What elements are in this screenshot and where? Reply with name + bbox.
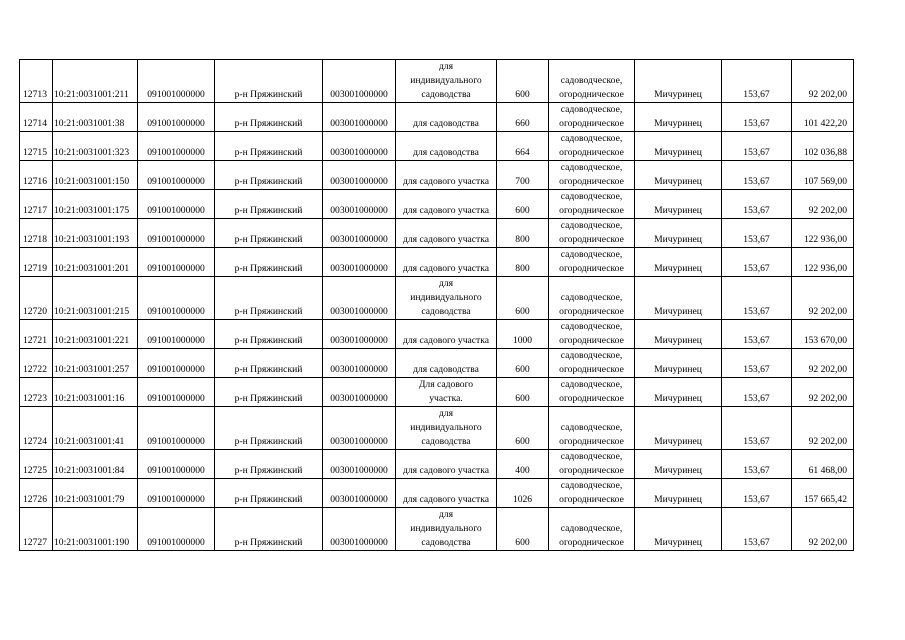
permitted-use-line: садоводства xyxy=(421,537,471,548)
permitted-use-cell xyxy=(396,190,497,219)
cadastral-value-cell: 92 202,00 xyxy=(792,349,854,378)
land-category-line: огородническое xyxy=(559,537,624,548)
row-number-cell: 12722 xyxy=(20,349,53,378)
cadastral-number-cell: 10:21:0031001:84 xyxy=(53,450,138,479)
district-cell: р-н Пряжинский xyxy=(215,450,323,479)
land-category-cell xyxy=(549,248,635,277)
land-category-cell xyxy=(549,219,635,248)
location-code-cell: 003001000000 xyxy=(323,60,396,103)
organization-cell: Мичуринец xyxy=(635,320,722,349)
permitted-use-cell xyxy=(396,248,497,277)
row-number-cell: 12713 xyxy=(20,60,53,103)
organization-cell: Мичуринец xyxy=(635,161,722,190)
table-row xyxy=(20,190,854,219)
area-cell: 1000 xyxy=(497,320,549,349)
land-category-line: садоводческое, xyxy=(560,75,623,86)
area-cell: 600 xyxy=(497,407,549,450)
land-category-line: садоводческое, xyxy=(560,350,623,361)
permitted-use-line: для садового участка xyxy=(402,176,490,187)
land-category-line: огородническое xyxy=(559,176,624,187)
land-category-cell xyxy=(549,161,635,190)
location-code-cell: 003001000000 xyxy=(323,190,396,219)
row-number-cell: 12718 xyxy=(20,219,53,248)
land-category-line: садоводческое, xyxy=(560,321,623,332)
okato-code-cell: 091001000000 xyxy=(138,132,215,161)
organization-cell: Мичуринец xyxy=(635,508,722,551)
cadastral-number-cell: 10:21:0031001:16 xyxy=(53,378,138,407)
okato-code-cell: 091001000000 xyxy=(138,320,215,349)
permitted-use-cell xyxy=(396,349,497,378)
cadastral-value-cell: 92 202,00 xyxy=(792,190,854,219)
specific-value-cell: 153,67 xyxy=(722,132,792,161)
location-code-cell: 003001000000 xyxy=(323,508,396,551)
cadastral-number-cell: 10:21:0031001:41 xyxy=(53,407,138,450)
permitted-use-cell xyxy=(396,103,497,132)
permitted-use-line: для xyxy=(438,509,454,520)
location-code-cell: 003001000000 xyxy=(323,277,396,320)
permitted-use-line: садоводства xyxy=(421,89,471,100)
land-category-line: огородническое xyxy=(559,364,624,375)
specific-value-cell: 153,67 xyxy=(722,450,792,479)
district-cell: р-н Пряжинский xyxy=(215,103,323,132)
district-cell: р-н Пряжинский xyxy=(215,248,323,277)
district-cell: р-н Пряжинский xyxy=(215,161,323,190)
district-cell: р-н Пряжинский xyxy=(215,277,323,320)
district-cell: р-н Пряжинский xyxy=(215,320,323,349)
cadastral-number-cell: 10:21:0031001:211 xyxy=(53,60,138,103)
cadastral-value-cell: 92 202,00 xyxy=(792,60,854,103)
organization-cell: Мичуринец xyxy=(635,407,722,450)
cadastral-number-cell: 10:21:0031001:257 xyxy=(53,349,138,378)
cadastral-value-cell: 122 936,00 xyxy=(792,219,854,248)
land-category-cell xyxy=(549,450,635,479)
row-number-cell: 12721 xyxy=(20,320,53,349)
land-category-line: огородническое xyxy=(559,147,624,158)
cadastral-number-cell: 10:21:0031001:190 xyxy=(53,508,138,551)
location-code-cell: 003001000000 xyxy=(323,248,396,277)
permitted-use-cell xyxy=(396,450,497,479)
specific-value-cell: 153,67 xyxy=(722,219,792,248)
specific-value-cell: 153,67 xyxy=(722,103,792,132)
land-category-cell xyxy=(549,407,635,450)
organization-cell: Мичуринец xyxy=(635,60,722,103)
cadastral-value-cell: 107 569,00 xyxy=(792,161,854,190)
organization-cell: Мичуринец xyxy=(635,190,722,219)
row-number-cell: 12727 xyxy=(20,508,53,551)
permitted-use-line: для садового участка xyxy=(402,335,490,346)
land-category-line: садоводческое, xyxy=(560,451,623,462)
area-cell: 700 xyxy=(497,161,549,190)
row-number-cell: 12716 xyxy=(20,161,53,190)
district-cell: р-н Пряжинский xyxy=(215,190,323,219)
okato-code-cell: 091001000000 xyxy=(138,103,215,132)
cadastral-number-cell: 10:21:0031001:150 xyxy=(53,161,138,190)
land-category-line: садоводческое, xyxy=(560,480,623,491)
area-cell: 600 xyxy=(497,508,549,551)
permitted-use-line: для xyxy=(438,408,454,419)
land-category-line: огородническое xyxy=(559,89,624,100)
land-category-line: садоводческое, xyxy=(560,162,623,173)
area-cell: 600 xyxy=(497,378,549,407)
area-cell: 600 xyxy=(497,60,549,103)
land-category-line: огородническое xyxy=(559,306,624,317)
land-category-line: садоводческое, xyxy=(560,292,623,303)
district-cell: р-н Пряжинский xyxy=(215,479,323,508)
area-cell: 400 xyxy=(497,450,549,479)
specific-value-cell: 153,67 xyxy=(722,60,792,103)
land-category-cell xyxy=(549,378,635,407)
table-row xyxy=(20,248,854,277)
row-number-cell: 12714 xyxy=(20,103,53,132)
permitted-use-line: для садоводства xyxy=(413,364,479,375)
location-code-cell: 003001000000 xyxy=(323,378,396,407)
cadastral-value-cell: 92 202,00 xyxy=(792,277,854,320)
district-cell: р-н Пряжинский xyxy=(215,132,323,161)
okato-code-cell: 091001000000 xyxy=(138,161,215,190)
permitted-use-line: для садового участка xyxy=(402,263,490,274)
permitted-use-line: для садового участка xyxy=(402,234,490,245)
location-code-cell: 003001000000 xyxy=(323,479,396,508)
land-category-line: огородническое xyxy=(559,118,624,129)
table-row xyxy=(20,103,854,132)
land-category-cell xyxy=(549,103,635,132)
row-number-cell: 12725 xyxy=(20,450,53,479)
land-category-cell xyxy=(549,132,635,161)
okato-code-cell: 091001000000 xyxy=(138,407,215,450)
land-category-line: огородническое xyxy=(559,436,624,447)
land-category-cell xyxy=(549,190,635,219)
land-category-line: огородническое xyxy=(559,393,624,404)
row-number-cell: 12717 xyxy=(20,190,53,219)
location-code-cell: 003001000000 xyxy=(323,161,396,190)
permitted-use-cell xyxy=(396,320,497,349)
organization-cell: Мичуринец xyxy=(635,450,722,479)
organization-cell: Мичуринец xyxy=(635,479,722,508)
land-category-line: садоводческое, xyxy=(560,191,623,202)
land-category-line: садоводческое, xyxy=(560,133,623,144)
okato-code-cell: 091001000000 xyxy=(138,248,215,277)
okato-code-cell: 091001000000 xyxy=(138,378,215,407)
permitted-use-line: индивидуального xyxy=(410,523,482,534)
land-category-line: огородническое xyxy=(559,335,624,346)
land-category-cell xyxy=(549,508,635,551)
land-category-line: садоводческое, xyxy=(560,220,623,231)
district-cell: р-н Пряжинский xyxy=(215,508,323,551)
district-cell: р-н Пряжинский xyxy=(215,60,323,103)
table-row xyxy=(20,161,854,190)
cadastral-number-cell: 10:21:0031001:79 xyxy=(53,479,138,508)
cadastral-value-cell: 61 468,00 xyxy=(792,450,854,479)
cadastral-value-cell: 92 202,00 xyxy=(792,508,854,551)
land-category-line: огородническое xyxy=(559,465,624,476)
specific-value-cell: 153,67 xyxy=(722,161,792,190)
location-code-cell: 003001000000 xyxy=(323,103,396,132)
specific-value-cell: 153,67 xyxy=(722,508,792,551)
land-category-line: огородническое xyxy=(559,234,624,245)
row-number-cell: 12726 xyxy=(20,479,53,508)
area-cell: 600 xyxy=(497,349,549,378)
area-cell: 664 xyxy=(497,132,549,161)
permitted-use-cell xyxy=(396,407,497,450)
table-row xyxy=(20,450,854,479)
cadastral-value-cell: 92 202,00 xyxy=(792,407,854,450)
cadastral-number-cell: 10:21:0031001:38 xyxy=(53,103,138,132)
land-category-line: садоводческое, xyxy=(560,249,623,260)
permitted-use-line: для садоводства xyxy=(413,118,479,129)
land-category-line: огородническое xyxy=(559,263,624,274)
cadastral-number-cell: 10:21:0031001:193 xyxy=(53,219,138,248)
cadastral-number-cell: 10:21:0031001:221 xyxy=(53,320,138,349)
organization-cell: Мичуринец xyxy=(635,103,722,132)
table-row xyxy=(20,219,854,248)
specific-value-cell: 153,67 xyxy=(722,378,792,407)
permitted-use-cell xyxy=(396,508,497,551)
cadastral-value-cell: 157 665,42 xyxy=(792,479,854,508)
document-sheet xyxy=(19,59,854,551)
okato-code-cell: 091001000000 xyxy=(138,190,215,219)
location-code-cell: 003001000000 xyxy=(323,320,396,349)
cadastral-value-cell: 102 036,88 xyxy=(792,132,854,161)
location-code-cell: 003001000000 xyxy=(323,132,396,161)
specific-value-cell: 153,67 xyxy=(722,349,792,378)
permitted-use-cell xyxy=(396,479,497,508)
land-category-line: огородническое xyxy=(559,205,624,216)
area-cell: 660 xyxy=(497,103,549,132)
land-category-cell xyxy=(549,277,635,320)
land-category-line: садоводческое, xyxy=(560,422,623,433)
okato-code-cell: 091001000000 xyxy=(138,508,215,551)
cadastral-value-cell: 101 422,20 xyxy=(792,103,854,132)
organization-cell: Мичуринец xyxy=(635,219,722,248)
okato-code-cell: 091001000000 xyxy=(138,277,215,320)
organization-cell: Мичуринец xyxy=(635,132,722,161)
specific-value-cell: 153,67 xyxy=(722,277,792,320)
cadastral-value-cell: 122 936,00 xyxy=(792,248,854,277)
area-cell: 600 xyxy=(497,277,549,320)
row-number-cell: 12715 xyxy=(20,132,53,161)
permitted-use-line: участка. xyxy=(429,393,463,404)
row-number-cell: 12724 xyxy=(20,407,53,450)
cadastral-number-cell: 10:21:0031001:215 xyxy=(53,277,138,320)
district-cell: р-н Пряжинский xyxy=(215,378,323,407)
row-number-cell: 12720 xyxy=(20,277,53,320)
permitted-use-line: Для садового xyxy=(418,379,474,390)
land-category-cell xyxy=(549,479,635,508)
permitted-use-line: для садового участка xyxy=(402,494,490,505)
table-row xyxy=(20,277,854,320)
permitted-use-line: для садового участка xyxy=(402,465,490,476)
permitted-use-line: для садового участка xyxy=(402,205,490,216)
table-body xyxy=(20,60,854,551)
permitted-use-cell xyxy=(396,277,497,320)
cadastral-number-cell: 10:21:0031001:201 xyxy=(53,248,138,277)
specific-value-cell: 153,67 xyxy=(722,479,792,508)
area-cell: 800 xyxy=(497,219,549,248)
organization-cell: Мичуринец xyxy=(635,349,722,378)
specific-value-cell: 153,67 xyxy=(722,407,792,450)
okato-code-cell: 091001000000 xyxy=(138,349,215,378)
permitted-use-cell xyxy=(396,161,497,190)
permitted-use-line: индивидуального xyxy=(410,422,482,433)
row-number-cell: 12719 xyxy=(20,248,53,277)
district-cell: р-н Пряжинский xyxy=(215,407,323,450)
permitted-use-cell xyxy=(396,60,497,103)
location-code-cell: 003001000000 xyxy=(323,407,396,450)
specific-value-cell: 153,67 xyxy=(722,190,792,219)
permitted-use-cell xyxy=(396,378,497,407)
table-row xyxy=(20,378,854,407)
location-code-cell: 003001000000 xyxy=(323,450,396,479)
permitted-use-line: садоводства xyxy=(421,306,471,317)
location-code-cell: 003001000000 xyxy=(323,349,396,378)
permitted-use-line: индивидуального xyxy=(410,292,482,303)
table-row xyxy=(20,407,854,450)
land-plots-table xyxy=(19,59,854,551)
area-cell: 800 xyxy=(497,248,549,277)
organization-cell: Мичуринец xyxy=(635,248,722,277)
cadastral-number-cell: 10:21:0031001:323 xyxy=(53,132,138,161)
land-category-line: садоводческое, xyxy=(560,379,623,390)
permitted-use-line: для xyxy=(438,278,454,289)
row-number-cell: 12723 xyxy=(20,378,53,407)
district-cell: р-н Пряжинский xyxy=(215,349,323,378)
permitted-use-cell xyxy=(396,132,497,161)
location-code-cell: 003001000000 xyxy=(323,219,396,248)
land-category-line: садоводческое, xyxy=(560,523,623,534)
table-row xyxy=(20,349,854,378)
district-cell: р-н Пряжинский xyxy=(215,219,323,248)
cadastral-number-cell: 10:21:0031001:175 xyxy=(53,190,138,219)
land-category-cell xyxy=(549,60,635,103)
organization-cell: Мичуринец xyxy=(635,277,722,320)
table-row xyxy=(20,132,854,161)
okato-code-cell: 091001000000 xyxy=(138,60,215,103)
land-category-cell xyxy=(549,349,635,378)
okato-code-cell: 091001000000 xyxy=(138,479,215,508)
permitted-use-line: для садоводства xyxy=(413,147,479,158)
specific-value-cell: 153,67 xyxy=(722,320,792,349)
cadastral-value-cell: 153 670,00 xyxy=(792,320,854,349)
okato-code-cell: 091001000000 xyxy=(138,450,215,479)
organization-cell: Мичуринец xyxy=(635,378,722,407)
area-cell: 1026 xyxy=(497,479,549,508)
permitted-use-line: для xyxy=(438,61,454,72)
table-row xyxy=(20,320,854,349)
permitted-use-cell xyxy=(396,219,497,248)
permitted-use-line: индивидуального xyxy=(410,75,482,86)
land-category-line: огородническое xyxy=(559,494,624,505)
land-category-cell xyxy=(549,320,635,349)
table-row xyxy=(20,508,854,551)
cadastral-value-cell: 92 202,00 xyxy=(792,378,854,407)
specific-value-cell: 153,67 xyxy=(722,248,792,277)
land-category-line: садоводческое, xyxy=(560,104,623,115)
permitted-use-line: садоводства xyxy=(421,436,471,447)
table-row xyxy=(20,60,854,103)
table-row xyxy=(20,479,854,508)
area-cell: 600 xyxy=(497,190,549,219)
okato-code-cell: 091001000000 xyxy=(138,219,215,248)
